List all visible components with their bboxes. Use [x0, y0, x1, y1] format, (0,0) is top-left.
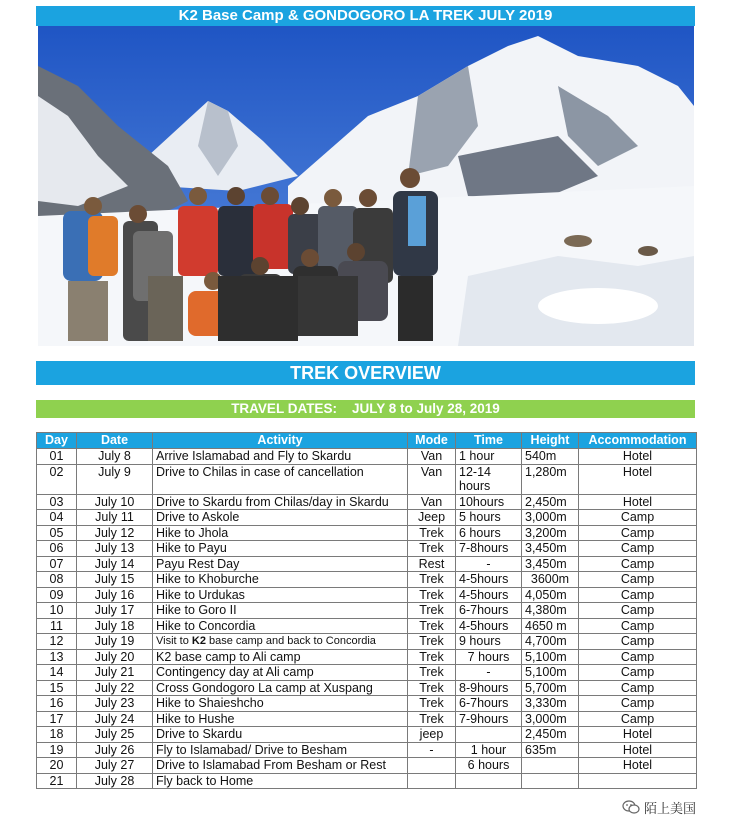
height-cell: 4,700m [522, 634, 579, 650]
day-cell: 01 [37, 449, 77, 465]
activity-cell: Hike to Shaieshcho [153, 696, 408, 712]
mode-cell [408, 773, 456, 789]
date-cell: July 22 [77, 680, 153, 696]
activity-cell: Payu Rest Day [153, 556, 408, 572]
wechat-icon [622, 800, 640, 814]
date-cell: July 16 [77, 587, 153, 603]
mode-cell: Trek [408, 665, 456, 681]
activity-cell: Contingency day at Ali camp [153, 665, 408, 681]
mountain-group-photo-icon [38, 26, 694, 346]
date-cell: July 13 [77, 541, 153, 557]
height-cell: 2,450m [522, 494, 579, 510]
time-cell: 7 hours [456, 649, 522, 665]
accommodation-cell [579, 773, 697, 789]
mode-cell [408, 758, 456, 774]
time-cell: 9 hours [456, 634, 522, 650]
day-cell: 02 [37, 464, 77, 494]
time-cell: 1 hour [456, 449, 522, 465]
date-cell: July 28 [77, 773, 153, 789]
height-cell: 1,280m [522, 464, 579, 494]
height-cell: 3,450m [522, 556, 579, 572]
table-row [37, 603, 697, 619]
mode-cell: Trek [408, 572, 456, 588]
activity-cell: Fly back to Home [153, 773, 408, 789]
header-mode: Mode [408, 433, 456, 449]
accommodation-cell: Camp [579, 556, 697, 572]
time-cell: 5 hours [456, 510, 522, 526]
accommodation-cell: Camp [579, 541, 697, 557]
time-cell: 6 hours [456, 758, 522, 774]
mode-cell: Trek [408, 587, 456, 603]
table-row [37, 510, 697, 526]
accommodation-cell: Camp [579, 634, 697, 650]
time-cell: 10hours [456, 494, 522, 510]
date-cell: July 19 [77, 634, 153, 650]
mode-cell: - [408, 742, 456, 758]
trek-title: K2 Base Camp & GONDOGORO LA TREK JULY 2019 [178, 7, 553, 24]
activity-cell: Hike to Payu [153, 541, 408, 557]
table-row [37, 727, 697, 743]
activity-cell: Drive to Skardu [153, 727, 408, 743]
watermark-text: 陌上美国 [644, 800, 697, 816]
travel-dates-label: TRAVEL DATES: [231, 401, 337, 416]
height-cell: 3600m [522, 572, 579, 588]
day-cell: 11 [37, 618, 77, 634]
day-cell: 10 [37, 603, 77, 619]
height-cell: 3,200m [522, 525, 579, 541]
height-cell: 3,450m [522, 541, 579, 557]
day-cell: 08 [37, 572, 77, 588]
activity-cell: Drive to Askole [153, 510, 408, 526]
time-cell: 4-5hours [456, 572, 522, 588]
table-row [37, 711, 697, 727]
table-row [37, 696, 697, 712]
time-cell: - [456, 556, 522, 572]
time-cell: 6 hours [456, 525, 522, 541]
trek-overview-banner [36, 361, 695, 385]
height-cell: 3,000m [522, 711, 579, 727]
mode-cell: Trek [408, 711, 456, 727]
accommodation-cell: Camp [579, 587, 697, 603]
table-row [37, 572, 697, 588]
day-cell: 19 [37, 742, 77, 758]
table-row [37, 556, 697, 572]
time-cell: - [456, 665, 522, 681]
table-row [37, 541, 697, 557]
day-cell: 16 [37, 696, 77, 712]
date-cell: July 9 [77, 464, 153, 494]
table-row [37, 773, 697, 789]
accommodation-cell: Hotel [579, 727, 697, 743]
accommodation-cell: Camp [579, 711, 697, 727]
date-cell: July 10 [77, 494, 153, 510]
mode-cell: Trek [408, 696, 456, 712]
header-height: Height [522, 433, 579, 449]
accommodation-cell: Hotel [579, 464, 697, 494]
day-cell: 18 [37, 727, 77, 743]
activity-cell: Hike to Jhola [153, 525, 408, 541]
table-row [37, 494, 697, 510]
accommodation-cell: Camp [579, 603, 697, 619]
activity-cell: Cross Gondogoro La camp at Xuspang [153, 680, 408, 696]
travel-dates-value: JULY 8 to July 28, 2019 [351, 401, 500, 416]
accommodation-cell: Camp [579, 510, 697, 526]
height-cell: 540m [522, 449, 579, 465]
activity-cell: Drive to Skardu from Chilas/day in Skardu [153, 494, 408, 510]
header-activity: Activity [153, 433, 408, 449]
table-row [37, 665, 697, 681]
day-cell: 04 [37, 510, 77, 526]
table-row [37, 758, 697, 774]
trek-title-banner [36, 6, 695, 26]
mode-cell: Rest [408, 556, 456, 572]
header-time: Time [456, 433, 522, 449]
time-cell: 4-5hours [456, 587, 522, 603]
activity-cell: K2 base camp to Ali camp [153, 649, 408, 665]
table-row [37, 680, 697, 696]
time-cell: 7-8hours [456, 541, 522, 557]
date-cell: July 18 [77, 618, 153, 634]
trek-overview-title: TREK OVERVIEW [290, 363, 441, 383]
header-day: Day [37, 433, 77, 449]
date-cell: July 17 [77, 603, 153, 619]
date-cell: July 27 [77, 758, 153, 774]
height-cell: 3,000m [522, 510, 579, 526]
mode-cell: Trek [408, 618, 456, 634]
mode-cell: Van [408, 494, 456, 510]
mode-cell: jeep [408, 727, 456, 743]
day-cell: 21 [37, 773, 77, 789]
mode-cell: Trek [408, 649, 456, 665]
height-cell: 5,100m [522, 665, 579, 681]
date-cell: July 14 [77, 556, 153, 572]
table-row [37, 634, 697, 650]
itinerary-table [36, 432, 697, 789]
time-cell: 12-14 hours [456, 464, 522, 494]
height-cell: 4,380m [522, 603, 579, 619]
day-cell: 15 [37, 680, 77, 696]
accommodation-cell: Camp [579, 525, 697, 541]
activity-cell: Hike to Goro II [153, 603, 408, 619]
accommodation-cell: Camp [579, 618, 697, 634]
day-cell: 07 [37, 556, 77, 572]
day-cell: 03 [37, 494, 77, 510]
group-photo [38, 26, 694, 346]
date-cell: July 12 [77, 525, 153, 541]
header-date: Date [77, 433, 153, 449]
date-cell: July 26 [77, 742, 153, 758]
mode-cell: Trek [408, 603, 456, 619]
height-cell [522, 758, 579, 774]
table-row [37, 618, 697, 634]
time-cell [456, 773, 522, 789]
height-cell: 635m [522, 742, 579, 758]
activity-cell: Hike to Concordia [153, 618, 408, 634]
time-cell: 4-5hours [456, 618, 522, 634]
day-cell: 09 [37, 587, 77, 603]
day-cell: 20 [37, 758, 77, 774]
accommodation-cell: Camp [579, 696, 697, 712]
date-cell: July 15 [77, 572, 153, 588]
date-cell: July 24 [77, 711, 153, 727]
itinerary-header [37, 433, 697, 449]
header-accommodation: Accommodation [579, 433, 697, 449]
height-cell: 3,330m [522, 696, 579, 712]
activity-cell: Drive to Islamabad From Besham or Rest [153, 758, 408, 774]
time-cell: 1 hour [456, 742, 522, 758]
mode-cell: Jeep [408, 510, 456, 526]
table-row [37, 742, 697, 758]
activity-cell: Hike to Urdukas [153, 587, 408, 603]
mode-cell: Trek [408, 634, 456, 650]
table-row [37, 649, 697, 665]
accommodation-cell: Camp [579, 665, 697, 681]
height-cell: 4,050m [522, 587, 579, 603]
accommodation-cell: Hotel [579, 494, 697, 510]
day-cell: 05 [37, 525, 77, 541]
height-cell [522, 773, 579, 789]
watermark [622, 797, 696, 817]
day-cell: 14 [37, 665, 77, 681]
date-cell: July 21 [77, 665, 153, 681]
mode-cell: Trek [408, 541, 456, 557]
time-cell [456, 727, 522, 743]
itinerary-body [37, 449, 697, 789]
table-row [37, 525, 697, 541]
height-cell: 4650 m [522, 618, 579, 634]
activity-cell: Arrive Islamabad and Fly to Skardu [153, 449, 408, 465]
date-cell: July 20 [77, 649, 153, 665]
mode-cell: Van [408, 464, 456, 494]
day-cell: 17 [37, 711, 77, 727]
date-cell: July 11 [77, 510, 153, 526]
accommodation-cell: Camp [579, 572, 697, 588]
table-row [37, 449, 697, 465]
activity-cell: Fly to Islamabad/ Drive to Besham [153, 742, 408, 758]
accommodation-cell: Hotel [579, 742, 697, 758]
height-cell: 5,700m [522, 680, 579, 696]
table-row [37, 587, 697, 603]
accommodation-cell: Camp [579, 680, 697, 696]
time-cell: 8-9hours [456, 680, 522, 696]
mode-cell: Trek [408, 525, 456, 541]
accommodation-cell: Camp [579, 649, 697, 665]
time-cell: 6-7hours [456, 603, 522, 619]
activity-cell: Hike to Khoburche [153, 572, 408, 588]
mode-cell: Van [408, 449, 456, 465]
date-cell: July 25 [77, 727, 153, 743]
time-cell: 7-9hours [456, 711, 522, 727]
travel-dates-banner [36, 400, 695, 418]
accommodation-cell: Hotel [579, 449, 697, 465]
activity-cell: Visit to K2 base camp and back to Concordia [153, 634, 408, 650]
day-cell: 13 [37, 649, 77, 665]
day-cell: 06 [37, 541, 77, 557]
header-row [37, 433, 697, 449]
height-cell: 5,100m [522, 649, 579, 665]
day-cell: 12 [37, 634, 77, 650]
accommodation-cell: Hotel [579, 758, 697, 774]
time-cell: 6-7hours [456, 696, 522, 712]
height-cell: 2,450m [522, 727, 579, 743]
table-row [37, 464, 697, 494]
date-cell: July 8 [77, 449, 153, 465]
mode-cell: Trek [408, 680, 456, 696]
activity-cell: Drive to Chilas in case of cancellation [153, 464, 408, 494]
activity-cell: Hike to Hushe [153, 711, 408, 727]
date-cell: July 23 [77, 696, 153, 712]
